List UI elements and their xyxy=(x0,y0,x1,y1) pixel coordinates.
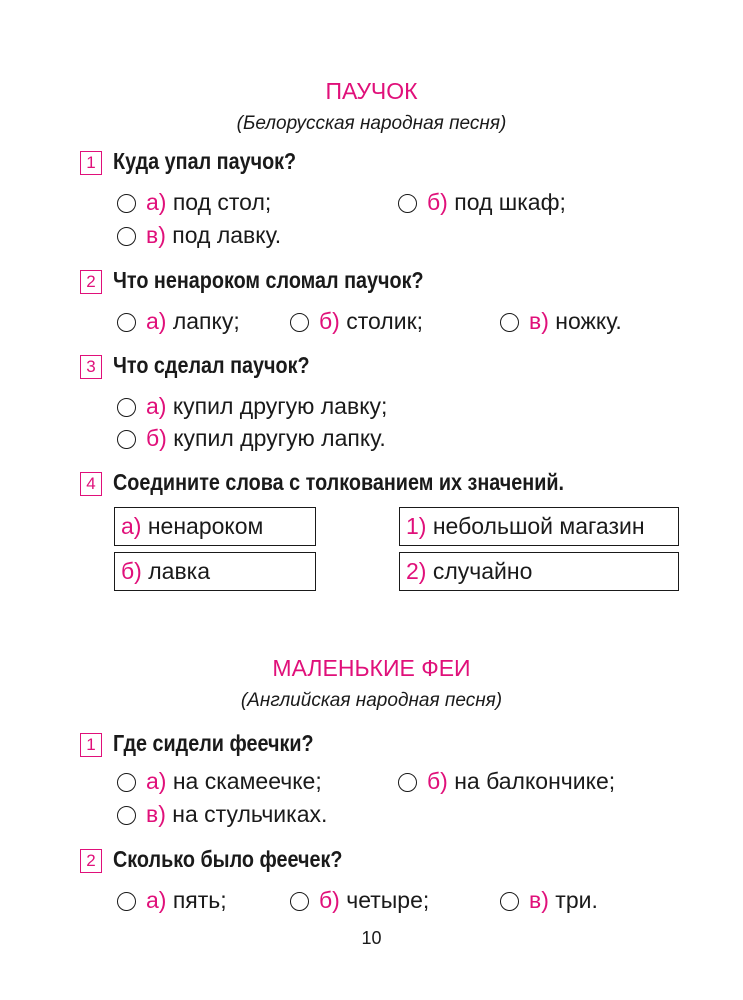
option-text: на балкончике; xyxy=(454,768,616,794)
option-letter: а) xyxy=(146,308,167,334)
option-letter: в) xyxy=(146,801,166,827)
question-number: 2 xyxy=(80,849,102,873)
option-text: четыре; xyxy=(346,887,430,913)
option-letter: б) xyxy=(319,887,340,913)
answer-option[interactable] xyxy=(117,885,227,915)
match-letter: б) xyxy=(121,558,142,584)
question-number: 1 xyxy=(80,151,102,175)
match-text: небольшой магазин xyxy=(432,513,645,539)
section2-title: МАЛЕНЬКИЕ ФЕИ xyxy=(272,655,471,681)
question-number: 3 xyxy=(80,355,102,379)
question-text: Соедините слова с толкованием их значений. xyxy=(113,469,565,495)
answer-option[interactable] xyxy=(117,766,322,796)
option-text: на скамеечке; xyxy=(172,768,322,794)
option-text: на стульчиках. xyxy=(172,801,328,827)
option-text: купил другую лапку. xyxy=(173,425,386,451)
page-number: 10 xyxy=(361,928,382,948)
option-text: пять; xyxy=(172,887,227,913)
question-text: Сколько было феечек? xyxy=(113,846,343,872)
radio-circle-icon[interactable] xyxy=(117,398,136,417)
match-text: случайно xyxy=(432,558,533,584)
match-word-box[interactable] xyxy=(114,507,316,546)
option-text: под лавку. xyxy=(172,222,282,248)
answer-option[interactable] xyxy=(290,306,423,336)
option-letter: а) xyxy=(146,393,167,419)
match-number: 2) xyxy=(406,558,427,584)
radio-circle-icon[interactable] xyxy=(398,194,417,213)
option-text: купил другую лавку; xyxy=(172,393,388,419)
option-text: под шкаф; xyxy=(454,189,566,215)
answer-option[interactable] xyxy=(117,306,240,336)
option-letter: в) xyxy=(146,222,166,248)
option-letter: в) xyxy=(529,887,549,913)
section2-subtitle: (Английская народная песня) xyxy=(240,690,503,711)
match-word-box[interactable] xyxy=(114,552,316,591)
section1-title: ПАУЧОК xyxy=(325,78,418,104)
match-letter: а) xyxy=(121,513,142,539)
match-text: ненароком xyxy=(147,513,264,539)
option-letter: а) xyxy=(146,768,167,794)
radio-circle-icon[interactable] xyxy=(500,313,519,332)
radio-circle-icon[interactable] xyxy=(117,194,136,213)
answer-option[interactable] xyxy=(398,766,615,796)
option-text: три. xyxy=(555,887,598,913)
radio-circle-icon[interactable] xyxy=(117,773,136,792)
radio-circle-icon[interactable] xyxy=(290,313,309,332)
answer-option[interactable] xyxy=(117,799,327,829)
answer-option[interactable] xyxy=(117,391,387,421)
option-letter: б) xyxy=(319,308,340,334)
option-text: ножку. xyxy=(555,308,622,334)
radio-circle-icon[interactable] xyxy=(398,773,417,792)
answer-option[interactable] xyxy=(500,885,598,915)
match-meaning-box[interactable] xyxy=(399,507,679,546)
answer-option[interactable] xyxy=(500,306,622,336)
option-text: лапку; xyxy=(172,308,240,334)
option-text: столик; xyxy=(346,308,424,334)
radio-circle-icon[interactable] xyxy=(117,892,136,911)
match-meaning-box[interactable] xyxy=(399,552,679,591)
option-letter: б) xyxy=(427,768,448,794)
option-text: под стол; xyxy=(172,189,272,215)
section1-subtitle: (Белорусская народная песня) xyxy=(236,113,507,134)
match-text: лавка xyxy=(148,558,211,584)
question-number: 4 xyxy=(80,472,102,496)
radio-circle-icon[interactable] xyxy=(117,430,136,449)
answer-option[interactable] xyxy=(117,423,386,453)
radio-circle-icon[interactable] xyxy=(117,806,136,825)
option-letter: б) xyxy=(427,189,448,215)
question-number: 1 xyxy=(80,733,102,757)
question-text: Где сидели феечки? xyxy=(113,730,314,756)
option-letter: а) xyxy=(146,189,167,215)
match-number: 1) xyxy=(406,513,427,539)
radio-circle-icon[interactable] xyxy=(500,892,519,911)
answer-option[interactable] xyxy=(117,220,281,250)
answer-option[interactable] xyxy=(398,187,566,217)
question-text: Куда упал паучок? xyxy=(113,148,297,174)
radio-circle-icon[interactable] xyxy=(290,892,309,911)
option-letter: в) xyxy=(529,308,549,334)
answer-option[interactable] xyxy=(117,187,271,217)
option-letter: б) xyxy=(146,425,167,451)
radio-circle-icon[interactable] xyxy=(117,313,136,332)
question-number: 2 xyxy=(80,270,102,294)
answer-option[interactable] xyxy=(290,885,429,915)
option-letter: а) xyxy=(146,887,167,913)
question-text: Что ненароком сломал паучок? xyxy=(113,267,424,293)
radio-circle-icon[interactable] xyxy=(117,227,136,246)
question-text: Что сделал паучок? xyxy=(113,352,310,378)
